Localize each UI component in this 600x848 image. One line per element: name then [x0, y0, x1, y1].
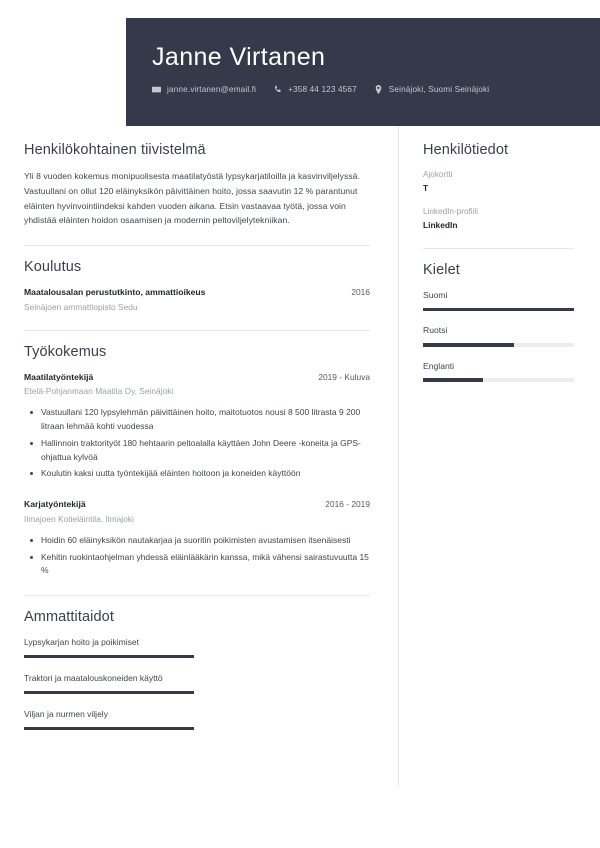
skill-label: Traktori ja maatalouskoneiden käyttö	[24, 673, 163, 684]
contact-location-text: Seinäjoki, Suomi Seinäjoki	[388, 84, 490, 94]
personal-details-title: Henkilötiedot	[423, 142, 509, 158]
skill-bar-track	[24, 655, 194, 658]
section-skills	[24, 609, 370, 744]
experience-entry-head	[24, 498, 370, 510]
language-name: Ruotsi	[423, 325, 448, 336]
summary-title: Henkilökohtainen tiivistelmä	[24, 142, 206, 158]
language-name: Englanti	[423, 360, 455, 371]
skill-item	[24, 708, 194, 730]
list-item: Hallinnoin traktorityöt 180 hehtaarin peltoalalla käyttäen John Deere -koneita ja GPS-ohjattua kylvöä	[41, 437, 370, 465]
section-experience	[24, 344, 370, 578]
divider	[24, 245, 370, 246]
skill-item	[24, 672, 194, 694]
skills-grid	[24, 636, 370, 744]
experience-employer: Etelä-Pohjanmaan Maatila Oy, Seinäjoki	[24, 386, 174, 397]
resume-body	[0, 126, 600, 786]
experience-role: Maatilatyöntekijä	[24, 371, 94, 382]
language-bar-fill	[423, 308, 574, 312]
experience-date: 2019 - Kuluva	[318, 371, 370, 382]
section-summary	[24, 142, 370, 228]
envelope-icon	[152, 85, 161, 94]
contact-phone-text: +358 44 123 4567	[288, 84, 357, 94]
sidebar-column	[398, 126, 600, 786]
section-education	[24, 259, 370, 313]
language-name: Suomi	[423, 289, 448, 300]
skill-label: Lypsykarjan hoito ja poikimiset	[24, 637, 139, 648]
skill-bar-track	[24, 727, 194, 730]
list-item: Vastuullani 120 lypsylehmän päivittäinen hoito, maitotuotos nousi 8 500 litrasta 9 200 litraan lehmää kohti vuodessa	[41, 406, 370, 434]
resume-header	[126, 18, 600, 126]
education-entry-head	[24, 286, 370, 298]
experience-role: Karjatyöntekijä	[24, 499, 86, 510]
divider	[24, 330, 370, 331]
language-bar-fill	[423, 378, 483, 382]
contact-email-text: janne.virtanen@email.fi	[167, 84, 257, 94]
detail-item-linkedin[interactable]	[423, 206, 574, 232]
language-item	[423, 360, 574, 382]
divider	[24, 595, 370, 596]
education-degree: Maatalousalan perustutkinto, ammattioikeus	[24, 287, 206, 298]
experience-entry	[24, 371, 370, 481]
detail-item-license	[423, 169, 574, 195]
detail-value[interactable]: LinkedIn	[423, 220, 458, 231]
skill-label: Viljan ja nurmen viljely	[24, 709, 108, 720]
experience-date: 2016 - 2019	[325, 499, 370, 510]
divider	[423, 248, 574, 249]
skill-bar-fill	[24, 691, 194, 694]
experience-employer: Ilmajoen Kotieläintila, Ilmajoki	[24, 513, 134, 524]
experience-entry	[24, 498, 370, 578]
contact-email[interactable]	[152, 85, 256, 94]
language-item	[423, 324, 574, 346]
education-title: Koulutus	[24, 259, 82, 276]
list-item: Koulutin kaksi uutta työntekijää eläinten hoitoon ja koneiden käyttöön	[41, 467, 370, 481]
detail-label: LinkedIn-profiili	[423, 206, 479, 216]
contact-row	[152, 85, 600, 94]
languages-title: Kielet	[423, 261, 460, 278]
detail-label: Ajokortti	[423, 170, 453, 179]
experience-entry-head	[24, 371, 370, 383]
skill-bar-fill	[24, 727, 194, 730]
education-date: 2016	[351, 287, 370, 298]
education-entry	[24, 286, 370, 313]
candidate-name: Janne Virtanen	[152, 43, 326, 71]
language-bar-track	[423, 378, 574, 382]
language-bar-track	[423, 343, 574, 347]
language-bar-fill	[423, 343, 514, 347]
section-personal-details	[423, 142, 574, 232]
main-column	[0, 126, 398, 786]
summary-text: Yli 8 vuoden kokemus monipuolisesta maatilatyöstä lypsykarjatiloilla ja kasvinviljelyssä. Vastuullani on ollut 120 eläinyksikön päivittäinen hoito, jossa saavutin 12 % parantunut eläinten hyvinvointiindeksi kahden vuoden aikana. Etsin vastaavaa työtä, jossa voin yhdistää eläinten hoidon osaamisen ja modernin peltoviljelytekniikan.	[24, 171, 360, 226]
contact-phone[interactable]	[273, 85, 357, 94]
skill-bar-fill	[24, 655, 194, 658]
list-item: Kehitin ruokintaohjelman yhdessä eläinlääkärin kanssa, mikä vähensi sairastuvuutta 15 %	[41, 551, 370, 579]
education-school: Seinäjoen ammattiopisto Sedu	[24, 301, 138, 312]
contact-location[interactable]	[374, 85, 489, 94]
skills-title: Ammattitaidot	[24, 609, 114, 626]
experience-bullets	[24, 534, 370, 578]
language-item	[423, 289, 574, 311]
experience-title: Työkokemus	[24, 343, 107, 360]
detail-value: T	[423, 183, 429, 194]
skill-bar-track	[24, 691, 194, 694]
phone-icon	[273, 85, 282, 94]
list-item: Hoidin 60 eläinyksikön nautakarjaa ja suoritin poikimisten avustamisen itsenäisesti	[41, 534, 370, 548]
experience-bullets	[24, 406, 370, 481]
language-bar-track	[423, 308, 574, 312]
section-languages	[423, 262, 574, 382]
spacer	[24, 484, 370, 498]
skill-item	[24, 636, 194, 658]
map-pin-icon	[374, 85, 383, 94]
